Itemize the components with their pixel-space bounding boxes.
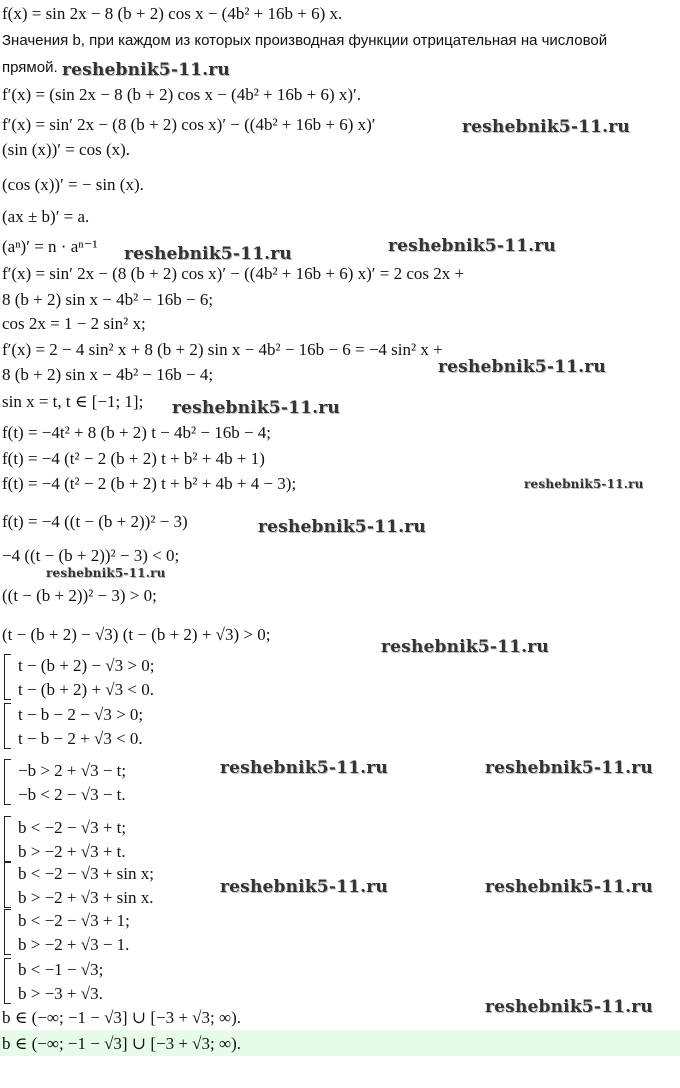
watermark: reshebnik5-11.ru [124,244,292,264]
system-line: b < −1 − √3; [18,960,104,979]
system-line: b < −2 − √3 + 1; [18,911,130,930]
watermark: reshebnik5-11.ru [172,398,340,418]
rule-power: (aⁿ)′ = n · aⁿ⁻¹ [2,237,98,256]
system-line: b > −2 + √3 + sin x. [18,888,154,907]
rule-sin: (sin (x))′ = cos (x). [2,140,131,159]
system-line: t − (b + 2) + √3 < 0. [18,680,154,699]
system-line: b < −2 − √3 + sin x; [18,864,154,883]
ft-step: f(t) = −4 ((t − (b + 2))² − 3) [2,512,188,531]
system-bracket [4,909,11,955]
answer-line: b ∈ (−∞; −1 − √3] ∪ [−3 + √3; ∞). [2,1008,242,1027]
system-bracket [4,862,11,908]
watermark: reshebnik5-11.ru [485,877,653,897]
watermark: reshebnik5-11.ru [485,758,653,778]
system-line: −b < 2 − √3 − t. [18,785,126,804]
watermark: reshebnik5-11.ru [220,758,388,778]
system-line: b < −2 − √3 + t; [18,818,127,837]
watermark: reshebnik5-11.ru [220,877,388,897]
system-line: b > −2 + √3 − 1. [18,935,130,954]
system-bracket [4,703,11,749]
watermark: reshebnik5-11.ru [381,637,549,657]
substitution: sin x = t, t ∈ [−1; 1]; [2,392,144,411]
watermark: reshebnik5-11.ru [46,566,166,580]
ft-step: f(t) = −4t² + 8 (b + 2) t − 4b² − 16b − 4; [2,423,272,442]
system-line: b > −3 + √3. [18,984,103,1003]
system-line: t − b − 2 − √3 > 0; [18,705,144,724]
problem-statement-cont: прямой. [2,59,58,76]
derivative-step: 8 (b + 2) sin x − 4b² − 16b − 4; [2,365,214,384]
watermark: reshebnik5-11.ru [438,357,606,377]
inequality-step: ((t − (b + 2))² − 3) > 0; [2,586,157,605]
system-line: −b > 2 + √3 − t; [18,761,127,780]
identity-cos2x: cos 2x = 1 − 2 sin² x; [2,314,146,333]
problem-statement: Значения b, при каждом из которых производная функции отрицательная на числовой [2,32,608,49]
derivative-step: f′(x) = sin′ 2x − (8 (b + 2) cos x)′ − ((4b² + 16b + 6) x)′ = 2 cos 2x + [2,264,465,283]
system-line: t − (b + 2) − √3 > 0; [18,656,155,675]
watermark: reshebnik5-11.ru [462,117,630,137]
system-line: b > −2 + √3 + t. [18,842,126,861]
watermark: reshebnik5-11.ru [485,997,653,1017]
rule-cos: (cos (x))′ = − sin (x). [2,175,144,194]
derivative-step: 8 (b + 2) sin x − 4b² − 16b − 6; [2,290,214,309]
derivative-step: f′(x) = sin′ 2x − (8 (b + 2) cos x)′ − ((4b² + 16b + 6) x)′ [2,115,376,134]
watermark: reshebnik5-11.ru [524,477,644,491]
watermark: reshebnik5-11.ru [258,517,426,537]
derivative-step: f′(x) = (sin 2x − 8 (b + 2) cos x − (4b² + 16b + 6) x)′. [2,85,362,104]
rule-linear: (ax ± b)′ = a. [2,207,90,226]
system-bracket [4,654,11,700]
system-bracket [4,759,11,805]
watermark: reshebnik5-11.ru [388,236,556,256]
system-line: t − b − 2 + √3 < 0. [18,729,143,748]
derivative-step: f′(x) = 2 − 4 sin² x + 8 (b + 2) sin x − 4b² − 16b − 6 = −4 sin² x + [2,340,443,359]
system-bracket [4,816,11,862]
inequality-step: −4 ((t − (b + 2))² − 3) < 0; [2,546,180,565]
watermark: reshebnik5-11.ru [62,60,230,80]
inequality-step: (t − (b + 2) − √3) (t − (b + 2) + √3) > 0; [2,625,271,644]
ft-step: f(t) = −4 (t² − 2 (b + 2) t + b² + 4b + 1) [2,449,265,468]
function-definition: f(x) = sin 2x − 8 (b + 2) cos x − (4b² + 16b + 6) x. [2,4,343,23]
page-bottom [0,1056,680,1088]
ft-step: f(t) = −4 (t² − 2 (b + 2) t + b² + 4b + 4 − 3); [2,474,297,493]
final-answer: b ∈ (−∞; −1 − √3] ∪ [−3 + √3; ∞). [2,1034,242,1053]
system-bracket [4,958,11,1004]
